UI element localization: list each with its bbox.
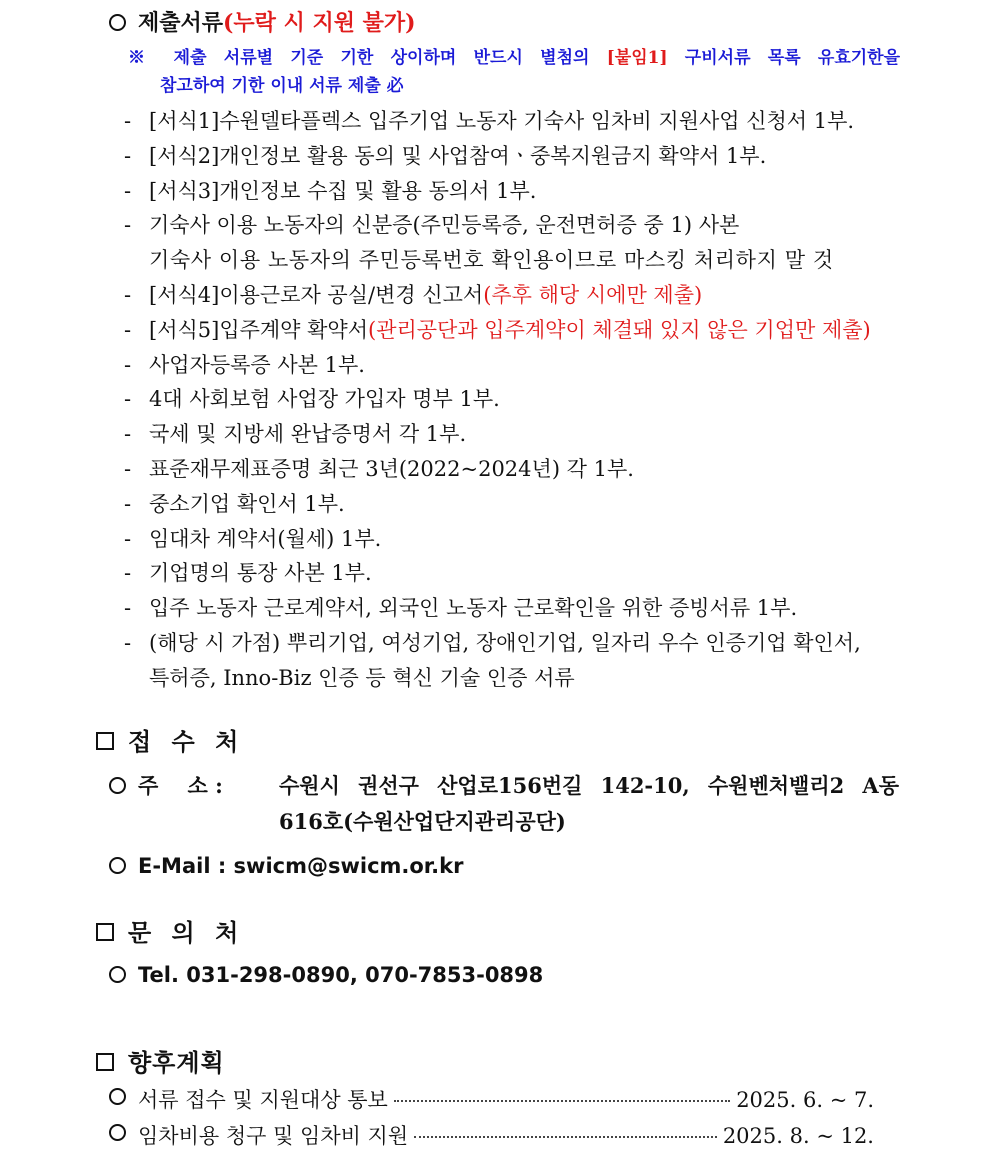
plan-heading: 향후계획 — [96, 1043, 225, 1078]
circle-bullet-icon — [109, 857, 126, 874]
circle-bullet-icon — [109, 1124, 126, 1141]
dotted-leader — [394, 1100, 730, 1102]
list-item: - 기숙사 이용 노동자의 신분증(주민등록증, 운전면허증 중 1) 사본 — [124, 213, 740, 238]
list-item: - [서식1]수원델타플렉스 입주기업 노동자 기숙사 임차비 지원사업 신청서 1부. — [124, 109, 855, 133]
circle-bullet-icon — [109, 966, 126, 983]
submission-note — [128, 42, 900, 74]
list-item: - 4대 사회보험 사업장 가입자 명부 1부. — [124, 387, 500, 412]
note-text-after: 구비서류 목록 유효기한을 — [684, 48, 901, 68]
list-item: - [서식4]이용근로자 공실/변경 신고서(추후 해당 시에만 제출) — [124, 282, 703, 307]
address-line2: 616호(수원산업단지관리공단) — [279, 809, 566, 834]
list-item: - 사업자등록증 사본 1부. — [124, 352, 365, 377]
list-item: - [서식2]개인정보 활용 동의 및 사업참여ㆍ중복지원금지 확약서 1부. — [124, 143, 767, 168]
list-item-continuation: 기숙사 이용 노동자의 주민등록번호 확인용이므로 마스킹 처리하지 말 것 — [149, 248, 834, 273]
list-item: - 기업명의 통장 사본 1부. — [124, 561, 372, 586]
address-line1: 수원시 권선구 산업로156번길 142-10, 수원벤처밸리2 A동 — [279, 773, 899, 798]
reception-heading: 접 수 처 — [96, 722, 244, 757]
reception-address — [109, 768, 899, 834]
required-documents-list — [124, 104, 899, 696]
reception-email: E-Mail : swicm@swicm.or.kr — [109, 854, 463, 878]
inquiry-tel: Tel. 031-298-0890, 070-7853-0898 — [109, 963, 543, 987]
list-item: - 표준재무제표증명 최근 3년(2022~2024년) 각 1부. — [124, 456, 634, 481]
list-item: - 입주 노동자 근로계약서, 외국인 노동자 근로확인을 위한 증빙서류 1부. — [124, 596, 798, 621]
list-item: - 중소기업 확인서 1부. — [124, 491, 345, 516]
dotted-leader — [414, 1136, 717, 1138]
plan-item — [109, 1084, 874, 1114]
plan-item — [109, 1120, 874, 1150]
reference-mark: ※ — [128, 48, 157, 68]
circle-bullet-icon — [109, 777, 126, 794]
note-highlight: [붙임1] — [606, 48, 668, 68]
list-item: - 임대차 계약서(월세) 1부. — [124, 526, 382, 551]
submission-note-line2: 참고하여 기한 이내 서류 제출 必 — [160, 76, 404, 96]
list-item: - 국세 및 지방세 완납증명서 각 1부. — [124, 422, 467, 447]
address-label: 주 소 : — [138, 773, 223, 798]
square-bullet-icon — [96, 1053, 114, 1071]
submission-heading-warning: (누락 시 지원 불가) — [223, 10, 416, 36]
inquiry-heading: 문 의 처 — [96, 913, 244, 948]
list-item: - [서식3]개인정보 수집 및 활용 동의서 1부. — [124, 178, 537, 203]
submission-heading-main: 제출서류 — [138, 10, 224, 36]
list-item-continuation: 특허증, Inno-Biz 인증 등 혁신 기술 인증 서류 — [149, 665, 575, 690]
plan-item-date: 2025. 8. ~ 12. — [722, 1124, 874, 1148]
list-item: - [서식5]입주계약 확약서(관리공단과 입주계약이 체결돼 있지 않은 기업만 제출) — [124, 317, 871, 342]
note-text-before: 제출 서류별 기준 기한 상이하며 반드시 별첨의 — [173, 48, 590, 68]
plan-item-label: 서류 접수 및 지원대상 통보 — [138, 1088, 388, 1112]
square-bullet-icon — [96, 732, 114, 750]
list-item: - (해당 시 가점) 뿌리기업, 여성기업, 장애인기업, 일자리 우수 인증기업 확인서, — [124, 630, 861, 655]
circle-bullet-icon — [109, 1088, 126, 1105]
plan-item-date: 2025. 6. ~ 7. — [736, 1088, 874, 1112]
circle-bullet-icon — [109, 14, 126, 31]
submission-heading — [109, 6, 416, 37]
square-bullet-icon — [96, 923, 114, 941]
plan-item-label: 임차비용 청구 및 임차비 지원 — [138, 1124, 409, 1148]
